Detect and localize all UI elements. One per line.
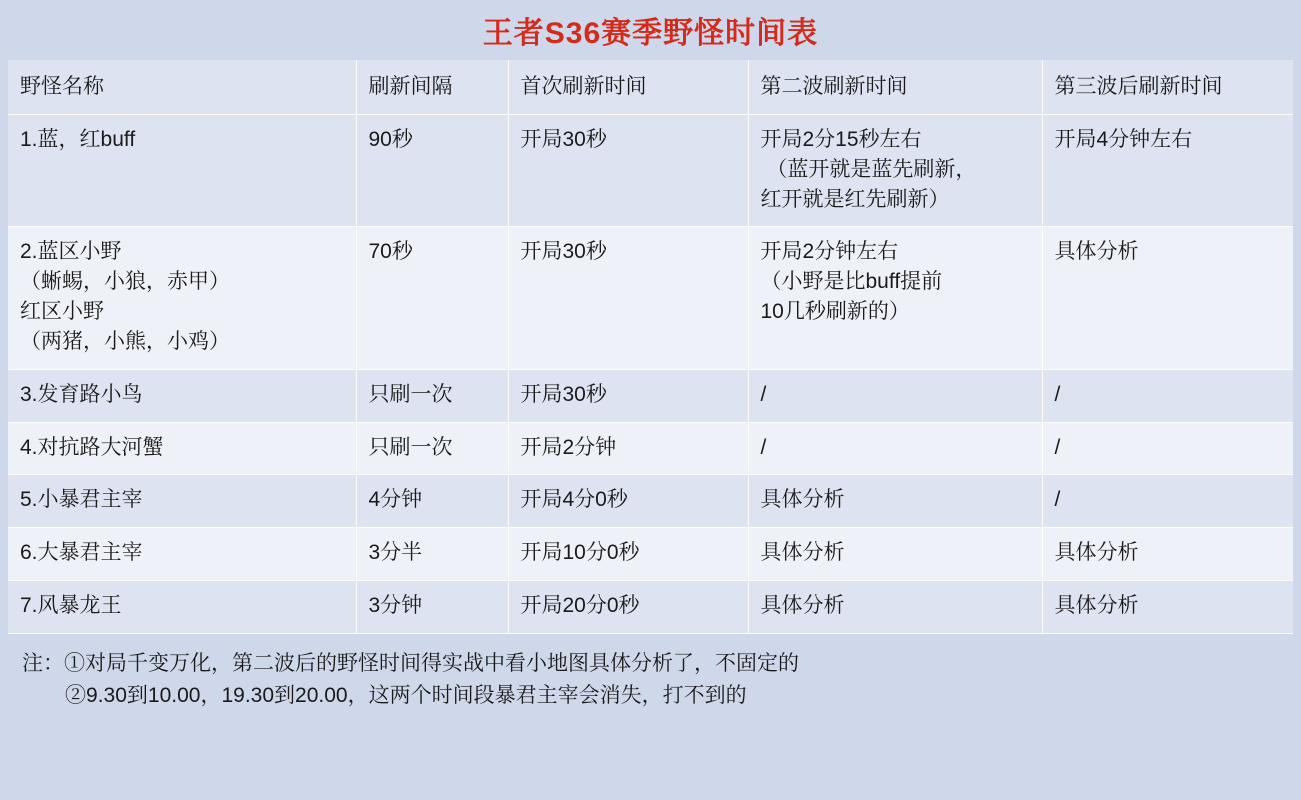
cell-monster-name: 4.对抗路大河蟹 xyxy=(8,422,356,475)
table-header-row xyxy=(8,60,1293,115)
cell-second-wave: 开局2分钟左右 （小野是比buff提前 10几秒刷新的） xyxy=(748,227,1042,369)
cell-interval: 3分半 xyxy=(356,528,508,581)
cell-interval: 3分钟 xyxy=(356,580,508,633)
cell-interval: 70秒 xyxy=(356,227,508,369)
cell-first-spawn: 开局30秒 xyxy=(508,369,748,422)
column-header-first-spawn: 首次刷新时间 xyxy=(508,60,748,115)
cell-third-wave: / xyxy=(1042,369,1293,422)
table-row xyxy=(8,528,1293,581)
column-header-interval: 刷新间隔 xyxy=(356,60,508,115)
cell-monster-name: 3.发育路小鸟 xyxy=(8,369,356,422)
cell-second-wave: 具体分析 xyxy=(748,580,1042,633)
cell-monster-name: 6.大暴君主宰 xyxy=(8,528,356,581)
column-header-name: 野怪名称 xyxy=(8,60,356,115)
cell-second-wave: 具体分析 xyxy=(748,475,1042,528)
title-bar xyxy=(8,0,1293,60)
cell-interval: 只刷一次 xyxy=(356,422,508,475)
cell-second-wave: / xyxy=(748,369,1042,422)
table-row xyxy=(8,227,1293,369)
cell-second-wave: 开局2分15秒左右 （蓝开就是蓝先刷新， 红开就是红先刷新） xyxy=(748,115,1042,227)
cell-interval: 4分钟 xyxy=(356,475,508,528)
cell-second-wave: 具体分析 xyxy=(748,528,1042,581)
table-row xyxy=(8,475,1293,528)
table-row xyxy=(8,115,1293,227)
cell-monster-name: 1.蓝，红buff xyxy=(8,115,356,227)
footnotes xyxy=(8,634,1293,723)
table-row xyxy=(8,422,1293,475)
footnote-line-1: 注：①对局千变万化，第二波后的野怪时间得实战中看小地图具体分析了，不固定的 xyxy=(22,651,799,675)
cell-first-spawn: 开局2分钟 xyxy=(508,422,748,475)
cell-first-spawn: 开局4分0秒 xyxy=(508,475,748,528)
cell-second-wave: / xyxy=(748,422,1042,475)
cell-third-wave: 具体分析 xyxy=(1042,580,1293,633)
cell-interval: 只刷一次 xyxy=(356,369,508,422)
cell-first-spawn: 开局30秒 xyxy=(508,115,748,227)
cell-third-wave: 具体分析 xyxy=(1042,528,1293,581)
cell-first-spawn: 开局10分0秒 xyxy=(508,528,748,581)
footnote-line-2: ②9.30到10.00，19.30到20.00，这两个时间段暴君主宰会消失，打不到的 xyxy=(65,684,747,708)
table-row xyxy=(8,369,1293,422)
cell-third-wave: / xyxy=(1042,475,1293,528)
cell-third-wave: 开局4分钟左右 xyxy=(1042,115,1293,227)
cell-monster-name: 2.蓝区小野 （蜥蜴，小狼，赤甲） 红区小野 （两猪，小熊，小鸡） xyxy=(8,227,356,369)
page-title: 王者S36赛季野怪时间表 xyxy=(482,17,819,50)
cell-monster-name: 5.小暴君主宰 xyxy=(8,475,356,528)
cell-first-spawn: 开局20分0秒 xyxy=(508,580,748,633)
cell-interval: 90秒 xyxy=(356,115,508,227)
column-header-second-wave: 第二波刷新时间 xyxy=(748,60,1042,115)
cell-third-wave: 具体分析 xyxy=(1042,227,1293,369)
jungle-respawn-table xyxy=(8,60,1293,634)
cell-first-spawn: 开局30秒 xyxy=(508,227,748,369)
table-row xyxy=(8,580,1293,633)
cell-third-wave: / xyxy=(1042,422,1293,475)
cell-monster-name: 7.风暴龙王 xyxy=(8,580,356,633)
column-header-third-wave: 第三波后刷新时间 xyxy=(1042,60,1293,115)
